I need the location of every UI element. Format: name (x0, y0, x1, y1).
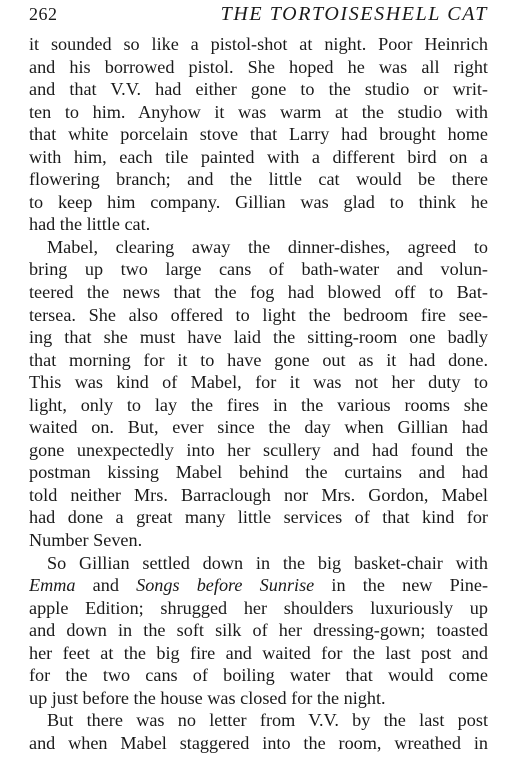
text-line: and his borrowed pistol. She hoped he was all right (29, 56, 488, 77)
text-line: So Gillian settled down in the big basket-chair with (47, 552, 488, 573)
text-line: had the little cat. (29, 214, 151, 235)
text-line: had done a great many little services of that kind for (29, 507, 488, 528)
body-text (29, 33, 488, 755)
text-line: her feet at the big fire and waited for the last post and (29, 642, 488, 663)
text-line: teered the news that the fog had blowed off to Bat- (29, 282, 488, 303)
page-number: 262 (29, 4, 58, 24)
text-line: and down in the soft silk of her dressing-gown; toasted (29, 620, 488, 641)
text-line: ing that she must have laid the sitting-room one badly (29, 327, 488, 348)
book-title-songs: Songs before Sunrise (136, 575, 315, 596)
text-line: flowering branch; and the little cat would be there (29, 169, 488, 190)
text-line: ten to him. Anyhow it was warm at the studio with (29, 101, 488, 122)
text-line: bring up two large cans of bath-water and volun- (29, 259, 488, 280)
text-line (29, 574, 488, 597)
text-line: told neither Mrs. Barraclough nor Mrs. Gordon, Mabel (29, 484, 488, 505)
text-line: and that V.V. had either gone to the studio or writ- (29, 79, 488, 100)
text-line: This was kind of Mabel, for it was not her duty to (29, 372, 488, 393)
text-fragment: and (75, 575, 137, 596)
text-line: Mabel, clearing away the dinner-dishes, agreed to (47, 236, 488, 257)
text-line: tersea. She also offered to light the bedroom fire see- (29, 304, 488, 325)
text-line: that morning for it to have gone out as it had done. (29, 349, 488, 370)
text-line: to keep him company. Gillian was glad to think he (29, 191, 488, 212)
text-line: apple Edition; shrugged her shoulders luxuriously up (29, 597, 488, 618)
text-line: gone unexpectedly into her scullery and had found the (29, 439, 488, 460)
text-line: light, only to lay the fires in the various rooms she (29, 394, 488, 415)
text-line: But there was no letter from V.V. by the last post (47, 710, 488, 731)
book-title-emma: Emma (29, 575, 76, 596)
text-line: postman kissing Mabel behind the curtains and had (29, 462, 488, 483)
running-head (29, 2, 488, 28)
text-fragment: in the new Pine- (314, 575, 488, 596)
text-line: for the two cans of boiling water that would come (29, 665, 488, 686)
text-line: and when Mabel staggered into the room, wreathed in (29, 732, 488, 753)
text-line: that white porcelain stove that Larry had brought home (29, 124, 488, 145)
text-line: waited on. But, ever since the day when Gillian had (29, 417, 488, 438)
text-line: Number Seven. (29, 530, 143, 551)
running-title: THE TORTOISESHELL CAT (220, 3, 488, 25)
text-line: up just before the house was closed for the night. (29, 687, 386, 708)
text-line: it sounded so like a pistol-shot at night. Poor Heinrich (29, 34, 488, 54)
text-line: with him, each tile painted with a different bird on a (29, 146, 488, 167)
